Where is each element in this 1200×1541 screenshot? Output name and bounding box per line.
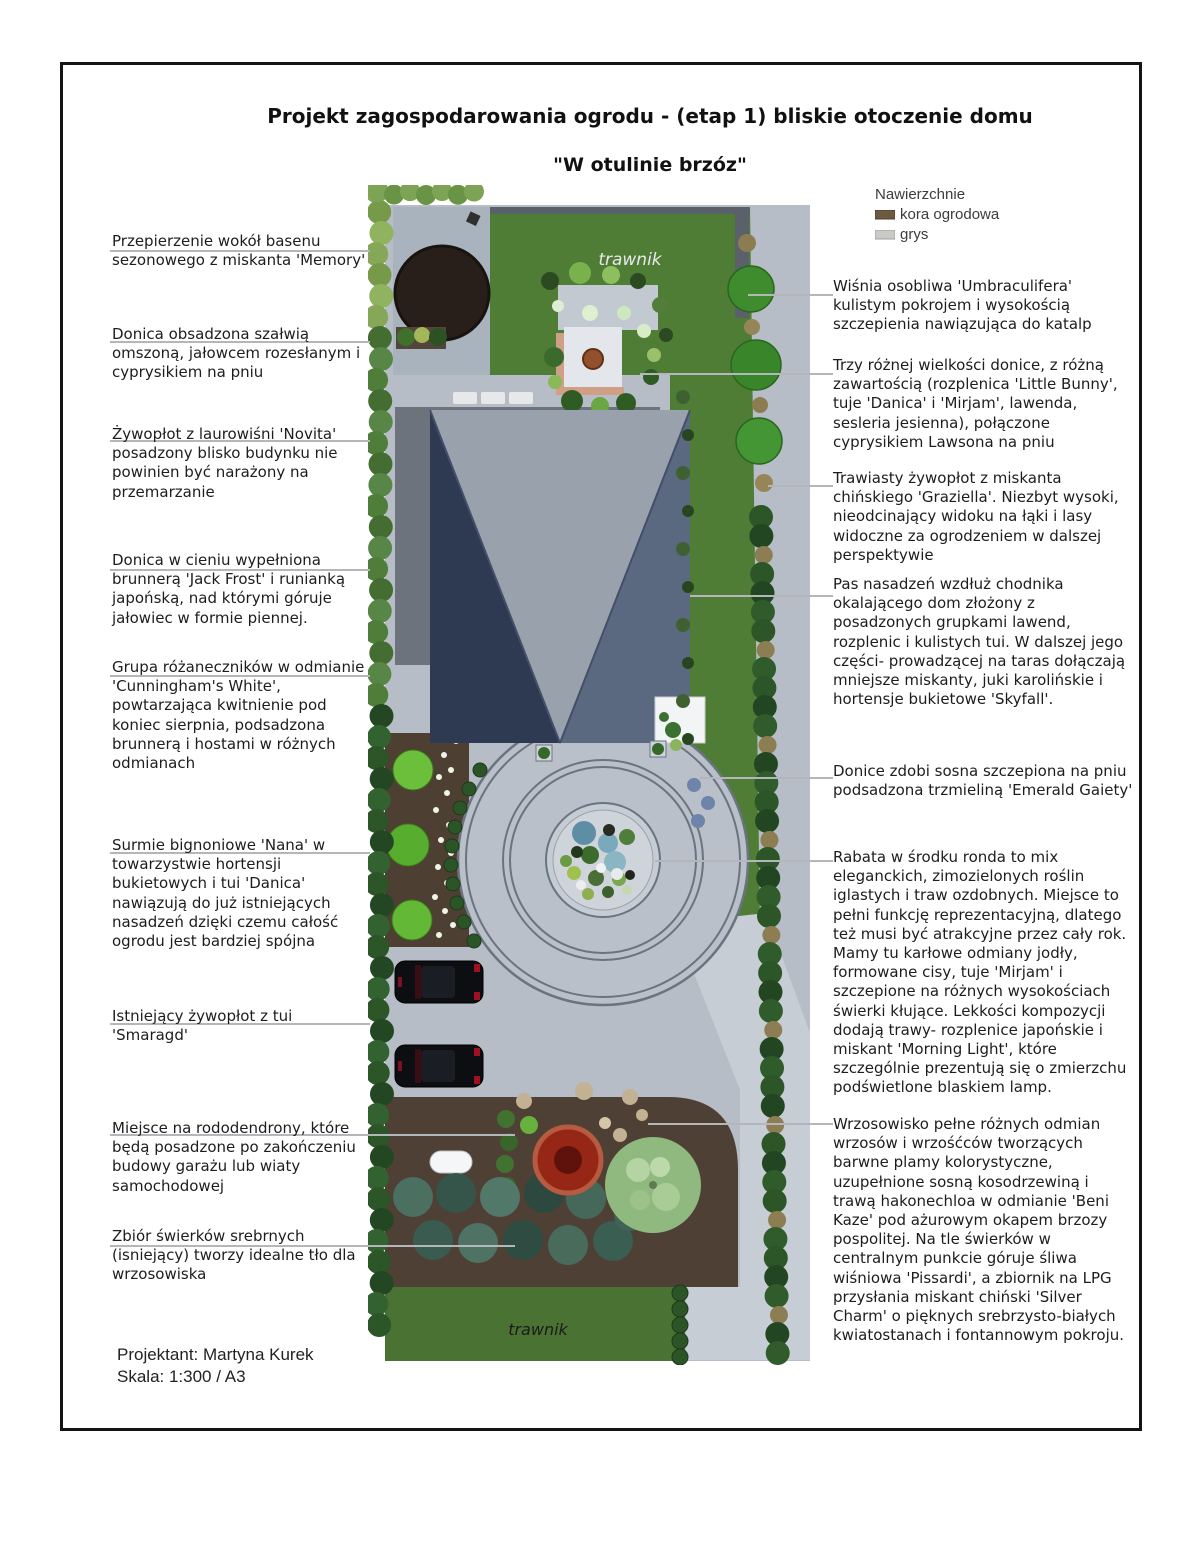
shade-donica-plant [397, 328, 415, 346]
page-title: Projekt zagospodarowania ogrodu - (etap 1) bliskie otoczenie domu [267, 104, 1033, 128]
cherry-umbraculifera [736, 418, 782, 464]
annotation-laurel-hedge: Żywopłot z laurowiśni 'Novita' posadzony blisko budynku nie powinien być narażony na przemarzanie [112, 425, 338, 501]
annotation-walkway-belt: Pas nasadzeń wzdłuż chodnika okalającego dom złożony z posadzonych grupkami lawend, rozplenic i kulistych tui. W dalszej jego części- prowadzącej na taras dołączają mniejsze miskanty, juki karolińskie i hortensje bukietowe 'Skyfall'. [833, 575, 1126, 709]
lounger [481, 392, 505, 404]
entrance-planter-plant [652, 743, 664, 755]
leader-line [690, 595, 833, 597]
legend-item-label: grys [900, 226, 929, 243]
red-plum-core [554, 1146, 582, 1174]
house-roof [430, 410, 690, 743]
annotation-shade-planter: Donica w cieniu wypełniona brunnerą 'Jack Frost' i runianką japońską, nad którymi góruje jałowiec w formie piennej. [112, 551, 346, 627]
annotation-roundabout-bed: Rabata w środku ronda to mix eleganckich, zimozielonych roślin iglastych i traw ozdobnych. Miejsce to pełni funkcję reprezentacyjną, dlatego też musi być atrakcyjne przez cały rok. Mamy tu karłowe odmiany jodły, formowane cisy, tuje 'Mirjam' i szczepione na różnych wysokościach świerki kłujące. Lekkości kompozycji dodają trawy- rozplenice japońskie i miskant 'Morning Light', które szczególnie prezentują się o zmierzchu podświetlone blaskiem lamp. [833, 848, 1127, 1097]
page-subtitle: "W otulinie brzóz" [553, 154, 747, 176]
leader-line [700, 777, 833, 779]
legend-item-grys [875, 225, 999, 245]
lounger [453, 392, 477, 404]
annotation-rhodo-place: Miejsce na rododendrony, które będą posadzone po zakończeniu budowy garażu lub wiaty samochodowej [112, 1119, 356, 1195]
seasonal-pool [395, 246, 489, 340]
terracotta-planter [583, 349, 603, 369]
cherry-umbraculifera [728, 266, 774, 312]
top-path-strip [490, 207, 750, 214]
legend-item-label: kora ogrodowa [900, 206, 1000, 223]
shade-donica-plant [429, 328, 447, 346]
leader-line [748, 294, 833, 296]
legend-title: Nawierzchnie [875, 186, 966, 203]
parked-car [395, 1045, 483, 1087]
garden-plan [368, 185, 812, 1365]
annotation-catalpa-group: Surmie bignoniowe 'Nana' w towarzystwie hortensji bukietowych i tui 'Danica' nawiązują do już istniejących nasadzeń dzięki czemu całość ogrodu jest bardziej spójna [112, 836, 339, 950]
legend-item-bark [875, 205, 999, 225]
parked-car [395, 961, 483, 1003]
annotation-sage-planter: Donica obsadzona szałwią omszoną, jałowcem rozesłanym i cyprysikiem na pniu [112, 325, 361, 382]
leader-line [648, 1123, 833, 1125]
annotation-pool-screen: Przepierzenie wokół basenu sezonowego z miskanta 'Memory' [112, 232, 366, 270]
lpg-tank [430, 1151, 472, 1173]
entrance-planter-plant [538, 747, 550, 759]
annotation-pine-planters: Donice zdobi sosna szczepiona na pniu podsadzona trzmieliną 'Emerald Gaiety' [833, 762, 1133, 800]
credits [117, 1344, 314, 1388]
leader-line [655, 860, 833, 862]
annotation-heather-garden: Wrzosowisko pełne różnych odmian wrzosów i wrzośćców tworzących barwne plamy kolorystyczne, uzupełnione sosną kosodrzewiną i trawą hakonechloa w odmianie 'Beni Kaze' pod ażurowym okapem brzozy pospolitej. Na tle świerków w centralnym punkcie góruje śliwa wiśniowa 'Pissardi', a zbiornik na LPG przysłania miskant chiński 'Silver Charm' o pięknych srebrzysto-białych kwiatostanach i fontannowym pokroju. [833, 1115, 1125, 1345]
patio-gravel [558, 285, 658, 330]
lounger [509, 392, 533, 404]
lawn-label-top: trawnik [598, 250, 662, 270]
annotation-three-planters: Trzy różnej wielkości donice, z różną zawartością (rozplenica 'Little Bunny', tuje 'Danica' i 'Mirjam', lawenda, sesleria jesienna), połączone cyprysikiem Lawsona na pniu [833, 356, 1118, 451]
annotation-thuja-hedge: Istniejący żywopłot z tui 'Smaragd' [112, 1007, 293, 1045]
leader-line [768, 485, 833, 487]
leader-line [640, 373, 833, 375]
annotation-cherry: Wiśnia osobliwa 'Umbraculifera' kulistym pokrojem i wysokością szczepienia nawiązująca do katalp [833, 277, 1092, 334]
scale-note: Skala: 1:300 / A3 [117, 1367, 246, 1386]
designer-credit: Projektant: Martyna Kurek [117, 1345, 314, 1364]
surface-legend [875, 185, 999, 245]
lawn-label-bottom: trawnik [508, 1320, 568, 1339]
grit-swatch-icon [875, 230, 895, 240]
bark-swatch-icon [875, 210, 895, 220]
cherry-umbraculifera [731, 340, 781, 390]
annotation-rhododendrons: Grupa różaneczników w odmianie 'Cunningham's White', powtarzająca kwitnienie pod koniec sierpnia, podsadzona brunnerą i hostami w różnych odmianach [112, 658, 365, 772]
annotation-grass-hedge: Trawiasty żywopłot z miskanta chińskiego 'Graziella'. Niezbyt wysoki, nieodcinający widoku na łąki i lasy widoczne za ogrodzeniem w dalszej perspektywie [833, 469, 1119, 564]
annotation-silver-spruces: Zbiór świerków srebrnych (isniejący) tworzy idealne tło dla wrzosowiska [112, 1227, 356, 1284]
shade-donica-plant [414, 327, 430, 343]
bottom-hedge [672, 1285, 688, 1365]
